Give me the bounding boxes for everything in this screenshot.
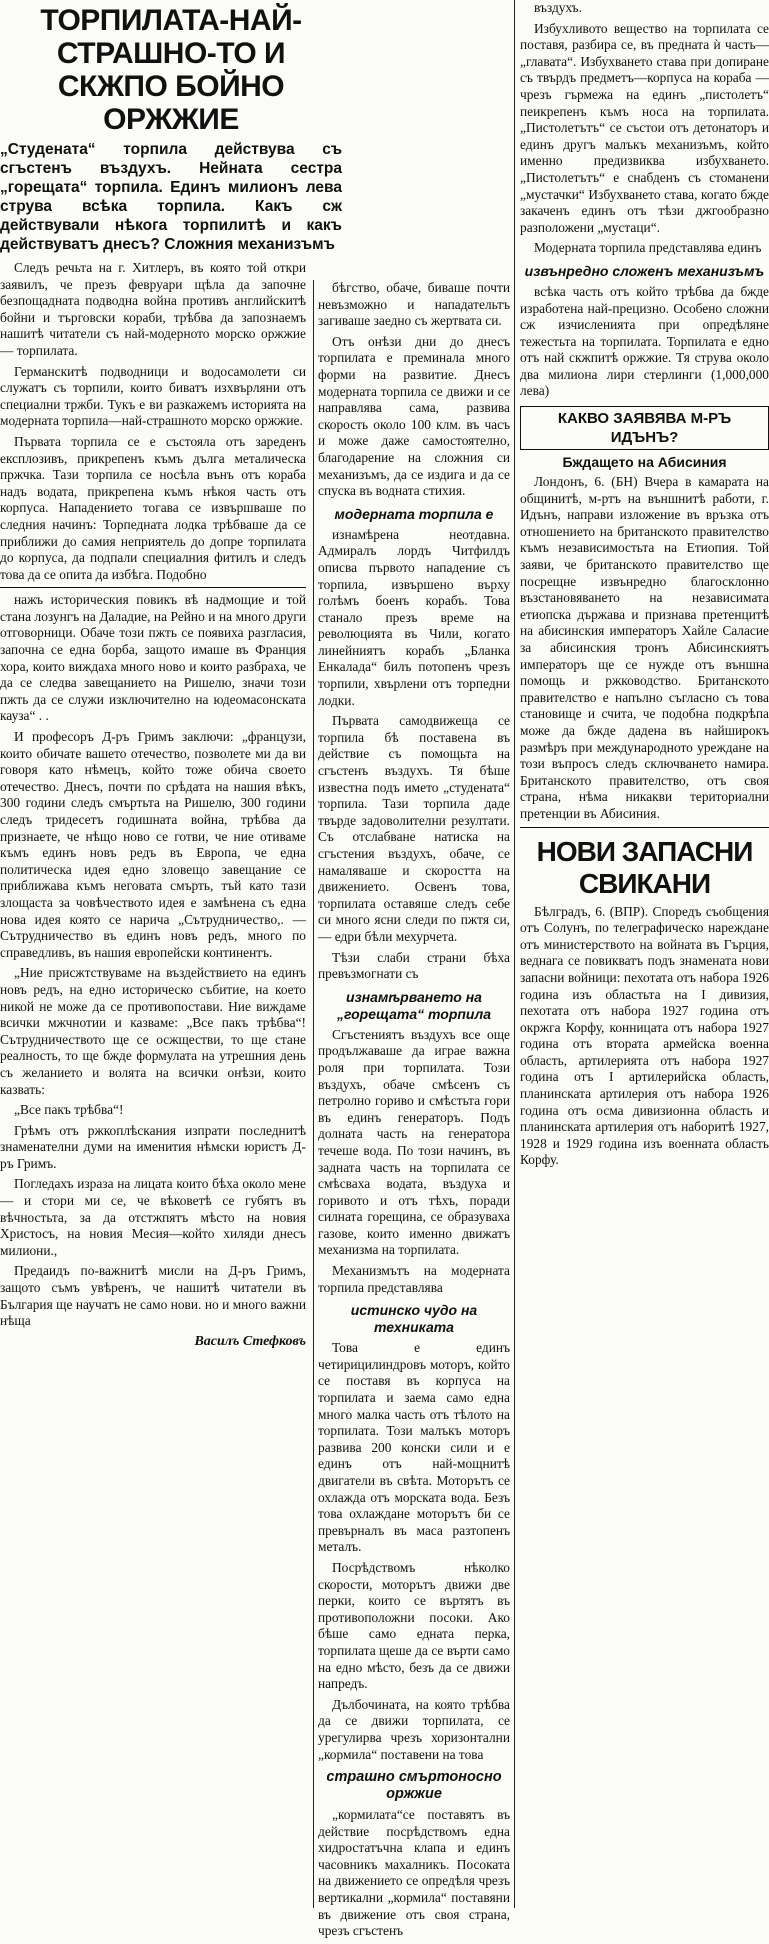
eden-article-subtitle: Бждащето на Абисиния — [562, 454, 727, 471]
paragraph: Грѣмъ отъ ржкоплѣскания изпрати последнитѣ знаменателни думи на именития нѣмски юристъ Д-ръ Гримъ. — [0, 1122, 306, 1171]
paragraph: Тѣзи слаби страни бѣха превъзмогнати съ — [318, 949, 510, 982]
torpedo-headline: ТОРПИЛАТА-НАЙ-СТРАШНО-ТО И СКЖПО БОЙНО ОРЖЖИЕ — [40, 4, 302, 136]
paragraph: Погледахъ израза на лицата които бѣха около мене — и стори ми се, че вѣковетѣ се губятъ въ вѣчностьта, за да отстжпятъ мѣсто на новия Христосъ, на новия Месия—който хиляди днесъ милиони., — [0, 1176, 306, 1258]
paragraph: Лондонъ, 6. (БН) Вчера в камарата на общинитѣ, м-ртъ на външнитѣ работи, г. Идънъ, направи изложение въ връзка отъ отношението на британското правителство къмъ независимостьта на Етиопия. Той заяви, че британското правителство ще посрещне извънредно благосклонно възстановяването на независимата етиопска държава и признава претенцитѣ на абисинския императоръ Хайле Саласие за абисинския тронъ Абисинскиятъ императоръ ще се нужде отъ външна помощь и ржководство. Британското правителство е напълно съгласно съ това становище и счита, че подобна подкрѣпа може да бжде дадена въ найширокъ размѣръ при международното уреждане на този въпросъ следъ сключването намира. Британското правителство, отъ своя страна, нѣма никакви териториални претенции въ Абисиния. — [520, 474, 769, 821]
paragraph: Следъ речьта на г. Хитлеръ, въ която той откри заявилъ, че презъ февруари щѣла да започне безпощадната подводна война противъ английскитѣ бойни и търговски кораби, трѣбва да запознаемъ нашитѣ читатели съ най-модерното морско оржжие — торпилата. — [0, 260, 306, 358]
subheading-hot: изнамѣрването на „горещата“ торпила — [337, 988, 491, 1022]
paragraph: Това е единъ четирицилиндровъ моторъ, който се поставя въ корпуса на торпилата и заема само една много малка часть отъ тѣлото на торпилата. Този малъкъ моторъ развива 200 конски сили и е единъ отъ най-мощнитѣ двигатели въ свѣта. Моторътъ се охлажда отъ морската вода. Безъ това охлаждане моторътъ би се превърналъ въ маса разтопенъ металъ. — [318, 1340, 510, 1555]
paragraph: „кормилата“се поставятъ въ действие посрѣдствомъ една хидростатъчна клапа и единъ часовникъ махалникъ. Посоката на движението се опредѣля чрезъ вертикални „кормила“ поставяни въ движение отъ своя страна, чрезъ сгъстенъ — [318, 1807, 510, 1939]
paragraph: Избухливото вещество на торпилата се поставя, разбира се, въ предната ѝ часть—„главата“. Избухването става при допиране съ твърдъ предметъ—корпуса на кораба — чрезъ гърмежа на единъ „пистолетъ“ пеикрепенъ къмъ носа на торпилата. „Пистолетътъ“ се състои отъ детонаторъ и единъ другъ малъкъ механизъмъ, който именно предизвиква избухването. „Пистолетътъ“ е снабденъ съ стоманени „мустачки“ Избухването става, когато бжде закаченъ единъ отъ тѣзи джгообразно разположени „мустаци“. — [520, 20, 769, 235]
paragraph: Бѣлградъ, 6. (ВПР). Споредъ съобщения отъ Солунъ, по телеграфическо нареждане отъ министерството на войната въ Гърция, веднага се повикватъ подъ знамената нови запасни войници: пехотата отъ набора 1926 година изъ областьта на I дивизия, пехотата отъ набора 1927 година отъ окржга Корфу, конницата отъ набора 1927 година отъ втората армейска военна область, артилерията отъ набора 1927 година отъ I артилерийска область, планинската артилерия отъ набора 1926 година отъ осма дивизионна область и планинската артилерия отъ наборитѣ 1927, 1928 и 1929 година изъ военната область Корфу. — [520, 903, 769, 1168]
paragraph: Сгъстениятъ въздухъ все още продължаваше да играе важна роля при торпилата. Този въздухъ, обаче смѣсенъ съ петролно гориво и смѣстьта гори въ единъ генераторъ. Подъ долната часть на генератора течеше вода. По този начинъ, въ задната часть на торпилата се смѣсваха водата, въздуха и горивото и отъ тѣхъ, поради силната горещина, се образуваха газове, които именно движатъ механизма на торпилата. — [318, 1026, 510, 1258]
reservists-title: НОВИ ЗАПАСНИ СВИКАНИ — [536, 835, 753, 899]
paragraph: Механизмътъ на модерната торпила представлява — [318, 1263, 510, 1295]
column-divider — [514, 0, 515, 1908]
paragraph: Предаидъ по-важнитѣ мисли на Д-ръ Гримъ, защото съмъ увѣренъ, че нашитѣ читатели въ България ще научатъ не само нови. но и много важни нѣща — [0, 1263, 306, 1329]
paragraph: нажъ историческия повикъ вѣ надмощие и той стана лозунгъ на Даладие, на Рейно и на много други отговорници. Обаче този пжть се появиха разгласия, започна се една борба, защото имаше въ Франция хора, които виждаха много ново и които разбраха, че да се следва завещанието на Ришелю, значи този пжть да се служи изключително на юдеомасонската кауза“ . . — [0, 592, 306, 724]
subheading-modern: модерната торпила е — [334, 505, 494, 522]
subheading-complex: извънредно сложенъ механизъмъ — [524, 262, 765, 279]
paragraph: Дълбочината, на която трѣбва да се движи торпилата, се урегулирва чрезъ хоризонтални „кормила“ поставени на това — [318, 1696, 510, 1762]
author-signature: Василъ Стефковъ — [194, 1333, 306, 1349]
paragraph: „Ние присжтствуваме на въздействието на единъ новъ редъ, на едно историческо събитие, на което никой не може да се противопостави. Ние виждаме всички мжчнотии и казваме: „Все пакъ трѣбва“! Сътрудничеството ще се осжществи, то ще стане реалность, то ще бжде формулата на утрешния день съ желанието и волята на всички онѣзи, които казвать: — [0, 965, 306, 1097]
paragraph: всѣка часть отъ който трѣбва да бжде изработена най-прецизно. Особено сложни сж изчисленията при опредѣляне тежестьта на торпилата. Торпилата е едно отъ най скжпитѣ оржжие. Тя струва около два милиона лири стерлинги (1,000,000 лева) — [520, 283, 769, 399]
paragraph: Модерната торпила представлява единъ — [534, 240, 762, 256]
paragraph: изнамѣрена неотдавна. Адмиралъ лордъ Читфилдъ описва първото нападение съ торпила, извършено върху голѣмъ боенъ корабъ. Това станало презъ време на революцията въ Чили, когато линейниятъ корабъ „Бланка Енкалада“ билъ потопенъ чрезъ торпили, хвърлени отъ торпедни лодки. — [318, 526, 510, 708]
paragraph: въздухъ. — [534, 0, 582, 15]
paragraph: Германскитѣ подводници и водосамолети си служатъ съ торпили, които биватъ изхвърляни отъ специални тржби. Тукъ е ви разкажемъ историята на модерната торпила—най-страшното морско оржжие. — [0, 363, 306, 429]
divider — [520, 827, 769, 828]
paragraph: Първата торпила се е състояла отъ зареденъ експлозивъ, прикрепенъ къмъ дълга металическа пржчка. Тази торпила се носѣла вънъ отъ кораба надъ водата, прикрепена къмъ нѣкоя часть отъ корпуса. Нападението тогава се извършваше по следния начинъ: Торпедната лодка трѣбваше да се приближи до самия неприятель до допре торпилата до корпуса, да подпали специалния фитилъ и следъ това да се опита да избѣга. Подобно — [0, 433, 306, 582]
column-right — [520, 0, 769, 1173]
divider — [0, 587, 306, 588]
column-middle — [318, 280, 510, 1944]
column-left — [0, 0, 342, 1350]
paragraph: И професоръ Д-ръ Гримъ заключи: „французи, които обичате вашето отечество, позволете ми да ви говоря като нѣмецъ, който тоже обича своето отечество. Днесъ, почти по срѣдата на нашия вѣкъ, 300 години следъ смъртьта на Ришелю, 300 години следъ тридесетъ годишната война, трѣбва да признаете, че нѣщо ново се готви, че ние отиваме къмъ единъ новъ редъ въ Европа, че една политическа идея едно зловещо завещание се приближава къмъ неговата смърть, тъй като тази злощаста за човѣчеството идея е замѣнена съ една нова идея която се нарича „Сътрудничество,. — Сътрудничество въ единъ новъ редъ, много по справедливъ, въ нашия европейски континентъ. — [0, 729, 306, 960]
eden-article-title: КАКВО ЗАЯВЯВА М-РЪ ИДЪНЪ? — [520, 406, 769, 450]
paragraph: Посрѣдствомъ нѣколко скорости, моторътъ движи две перки, които се въртятъ въ противоположни посоки. Ако бѣше само едната перка, торпилата щеше да се върти само на едно мѣсто, безъ да се движи напредъ. — [318, 1559, 510, 1692]
paragraph: Първата самодвижеща се торпила бѣ поставена въ действие съ помощьта на сгъстенъ въздухъ. Тя бѣше известна подъ името „студената“ торпила. Тази торпила даде твърде задоволителни резултати. Съ отслабване натиска на сгъстения въздухъ, обаче, се намаляваше и скоростта на движението. Освенъ това, торпилата оставяше следъ себе си много ясни следи по пжтя си, — едри бѣли мехурчета. — [318, 713, 510, 944]
paragraph: бѣгство, обаче, биваше почти невъзможно и нападательтъ загиваше заедно съ жертвата си. — [318, 280, 510, 329]
subheading-miracle: истинско чудо на техниката — [350, 1302, 478, 1336]
paragraph: „Все пакъ трѣбва“! — [14, 1102, 124, 1118]
paragraph: Отъ онѣзи дни до днесъ торпилата е преминала много форми на развитие. Днесъ модерната торпила се движи и се направлява сама, развива скорость около 100 клм. въ часъ и може даже самостоятелно, благодарение на сложния си механизъмъ, да се издига и да се спуска въ водната стихия. — [318, 333, 510, 499]
torpedo-deck: „Студената“ торпила действува съ сгъстенъ въздухъ. Нейната сестра „горещата“ торпила. Единъ милионъ лева струва всѣка торпила. Какъ сж действували нѣкога торпилитѣ и какъ действуватъ днесъ? Сложния механизъмъ — [0, 141, 342, 253]
column-divider — [313, 280, 314, 1908]
subheading-deadly: страшно смъртоносно оржжие — [326, 1769, 502, 1803]
